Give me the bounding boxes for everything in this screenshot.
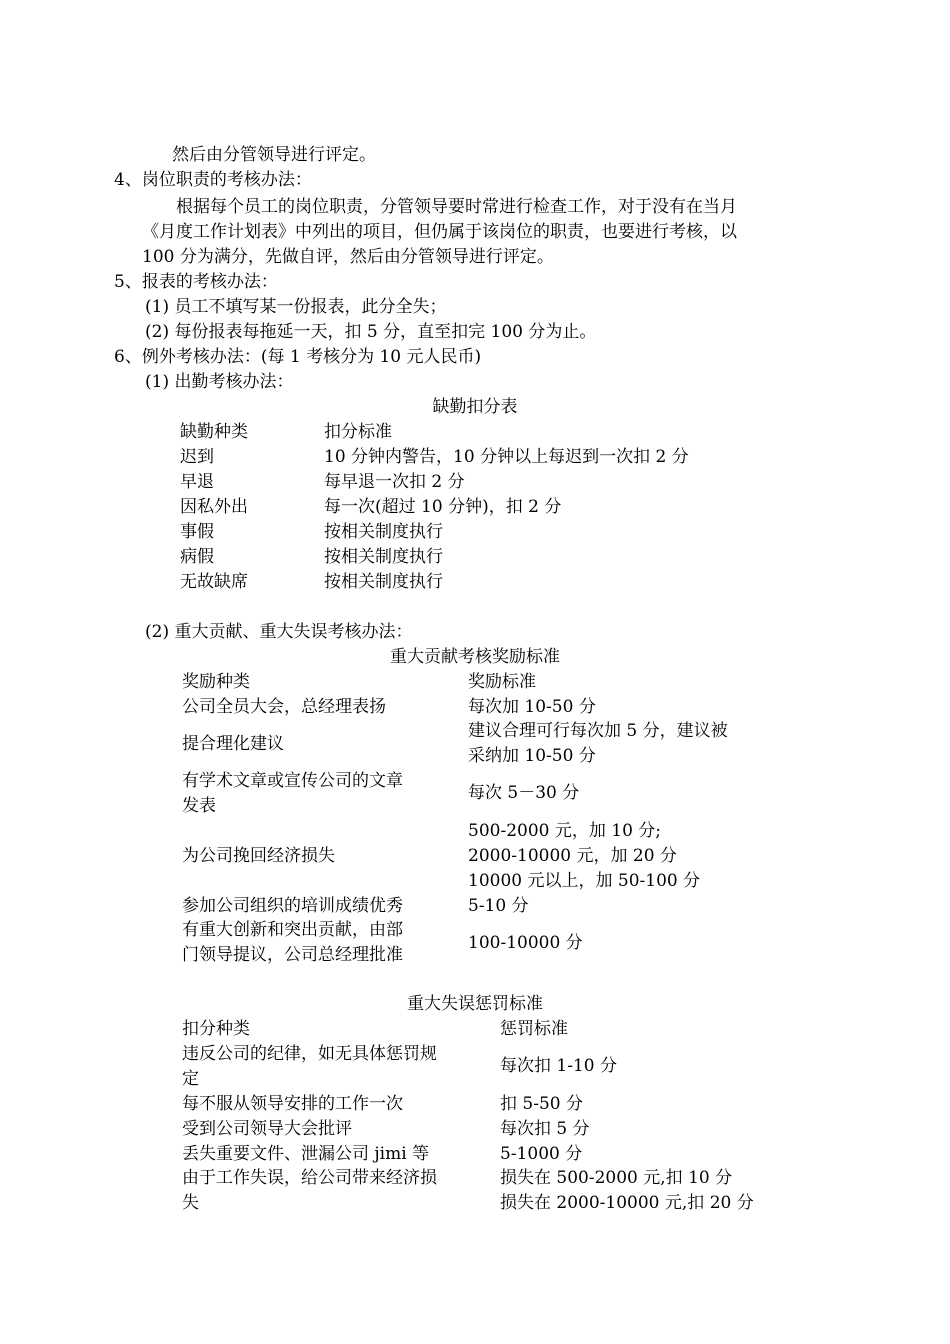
reward-row-standard: 每次加 10-50 分 (468, 697, 596, 717)
section-4-para-line-1: 根据每个员工的岗位职责，分管领导要时常进行检查工作，对于没有在当月 (176, 197, 737, 217)
absence-row-type: 因私外出 (180, 497, 248, 517)
reward-row-standard: 建议合理可行每次加 5 分，建议被 (468, 721, 728, 741)
reward-row-type: 有重大创新和突出贡献，由部 (182, 920, 403, 940)
reward-row-standard: 10000 元以上，加 50-100 分 (468, 871, 701, 891)
penalty-row-standard: 扣 5-50 分 (500, 1094, 583, 1114)
reward-row-standard: 500-2000 元，加 10 分; (468, 821, 662, 841)
section-6-sub-1: (1) 出勤考核办法： (145, 372, 294, 392)
absence-row-standard: 按相关制度执行 (324, 522, 443, 542)
reward-table-title: 重大贡献考核奖励标准 (390, 647, 560, 667)
penalty-header-type: 扣分种类 (182, 1019, 250, 1039)
reward-header-type: 奖励种类 (182, 672, 250, 692)
reward-row-standard: 100-10000 分 (468, 933, 583, 953)
section-5-heading: 5、报表的考核办法： (114, 272, 278, 292)
reward-row-type: 发表 (182, 796, 216, 816)
absence-row-type: 早退 (180, 472, 214, 492)
penalty-row-standard: 每次扣 1-10 分 (500, 1056, 617, 1076)
intro-continuation: 然后由分管领导进行评定。 (172, 145, 376, 165)
section-6-heading: 6、例外考核办法：(每 1 考核分为 10 元人民币) (114, 347, 482, 367)
reward-row-standard: 5-10 分 (468, 896, 529, 916)
section-4-heading: 4、岗位职责的考核办法： (114, 170, 312, 190)
reward-row-type: 有学术文章或宣传公司的文章 (182, 771, 403, 791)
penalty-row-type: 失 (182, 1193, 199, 1213)
absence-row-standard: 每一次(超过 10 分钟)，扣 2 分 (324, 497, 562, 517)
penalty-row-type: 违反公司的纪律，如无具体惩罚规 (182, 1044, 437, 1064)
section-4-para-line-2: 《月度工作计划表》中列出的项目，但仍属于该岗位的职责，也要进行考核，以 (142, 222, 737, 242)
absence-row-standard: 每早退一次扣 2 分 (324, 472, 465, 492)
absence-table-title: 缺勤扣分表 (432, 397, 518, 417)
section-6-sub-2: (2) 重大贡献、重大失误考核办法： (145, 622, 413, 642)
section-5-item-1: (1) 员工不填写某一份报表，此分全失； (145, 297, 447, 317)
reward-row-standard: 每次 5－30 分 (468, 783, 580, 803)
reward-row-type: 为公司挽回经济损失 (182, 846, 335, 866)
absence-header-type: 缺勤种类 (180, 422, 248, 442)
reward-row-standard: 采纳加 10-50 分 (468, 746, 596, 766)
absence-row-type: 病假 (180, 547, 214, 567)
penalty-row-standard: 损失在 2000-10000 元,扣 20 分 (500, 1193, 754, 1213)
penalty-table-title: 重大失误惩罚标准 (407, 994, 543, 1014)
reward-header-standard: 奖励标准 (468, 672, 536, 692)
absence-row-standard: 按相关制度执行 (324, 572, 443, 592)
section-5-item-2: (2) 每份报表每拖延一天，扣 5 分，直至扣完 100 分为止。 (145, 322, 597, 342)
penalty-row-type: 受到公司领导大会批评 (182, 1119, 352, 1139)
reward-row-type: 参加公司组织的培训成绩优秀 (182, 896, 403, 916)
absence-row-type: 迟到 (180, 447, 214, 467)
reward-row-type: 公司全员大会，总经理表扬 (182, 697, 386, 717)
reward-row-type: 提合理化建议 (182, 734, 284, 754)
absence-row-type: 无故缺席 (180, 572, 248, 592)
absence-row-standard: 10 分钟内警告，10 分钟以上每迟到一次扣 2 分 (324, 447, 689, 467)
reward-row-standard: 2000-10000 元，加 20 分 (468, 846, 677, 866)
penalty-row-type: 每不服从领导安排的工作一次 (182, 1094, 403, 1114)
penalty-row-type: 由于工作失误，给公司带来经济损 (182, 1168, 437, 1188)
penalty-row-type: 丢失重要文件、泄漏公司 jimi 等 (182, 1144, 430, 1164)
absence-row-type: 事假 (180, 522, 214, 542)
penalty-row-standard: 5-1000 分 (500, 1144, 583, 1164)
absence-row-standard: 按相关制度执行 (324, 547, 443, 567)
penalty-row-standard: 每次扣 5 分 (500, 1119, 590, 1139)
penalty-header-standard: 惩罚标准 (500, 1019, 568, 1039)
absence-header-standard: 扣分标准 (324, 422, 392, 442)
penalty-row-standard: 损失在 500-2000 元,扣 10 分 (500, 1168, 733, 1188)
penalty-row-type: 定 (182, 1069, 199, 1089)
section-4-para-line-3: 100 分为满分，先做自评，然后由分管领导进行评定。 (142, 247, 554, 267)
reward-row-type: 门领导提议，公司总经理批准 (182, 945, 403, 965)
